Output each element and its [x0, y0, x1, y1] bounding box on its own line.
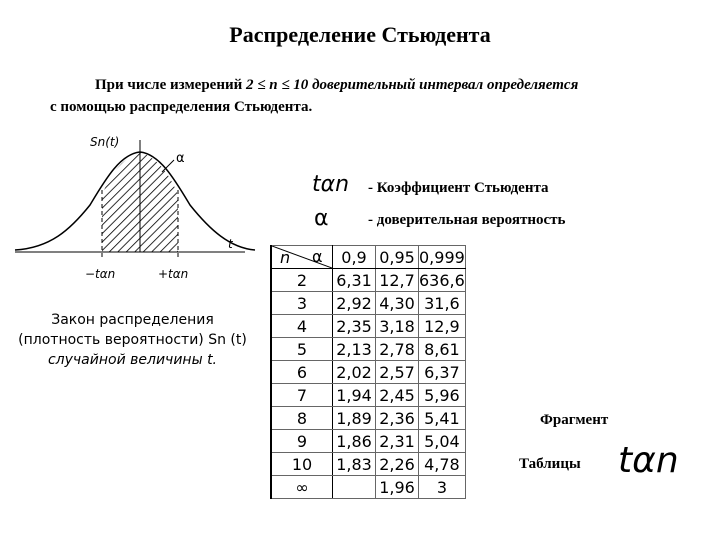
table-cell-value: 3,18	[376, 315, 419, 338]
table-cell-value: 4,78	[419, 453, 466, 476]
fragment-label: Фрагмент	[540, 412, 609, 428]
bottom-t-symbol: tαn	[618, 440, 679, 481]
table-cell-value: 31,6	[419, 292, 466, 315]
table-row	[271, 430, 465, 453]
table-cell-value: 2,26	[376, 453, 419, 476]
distribution-caption: Закон распределения (плотность вероятности) Sn (t) случайной величины t.	[18, 312, 247, 368]
table-row	[271, 269, 465, 292]
table-row	[271, 315, 465, 338]
table-cell-value: 12,7	[376, 269, 419, 292]
table-cell-n: 4	[271, 315, 333, 338]
table-cell-value: 5,41	[419, 407, 466, 430]
table-cell-value: 2,13	[333, 338, 376, 361]
right-tick-label: +tαn	[158, 267, 189, 281]
table-header-row	[271, 246, 465, 269]
header-col: 0,999	[419, 247, 465, 267]
n-range: 2 ≤ n ≤ 10	[246, 77, 309, 93]
table-row	[271, 338, 465, 361]
table-cell-value: 2,35	[333, 315, 376, 338]
y-axis-label: Sn(t)	[90, 135, 120, 149]
table-cell-n: 9	[271, 430, 333, 453]
t-alpha-n-symbol: tαn	[312, 172, 350, 197]
table-cell-value: 5,04	[419, 430, 466, 453]
alpha-symbol: α	[314, 206, 329, 231]
table-row	[271, 361, 465, 384]
table-cell-n: 5	[271, 338, 333, 361]
table-cell-value: 2,45	[376, 384, 419, 407]
table-cell-n: 7	[271, 384, 333, 407]
student-distribution-graph	[10, 130, 260, 290]
table-cell-n: ∞	[271, 476, 333, 499]
table-row	[271, 476, 465, 499]
table-cell-value: 2,36	[376, 407, 419, 430]
page-title: Распределение Стьюдента	[229, 22, 491, 47]
student-table	[270, 245, 466, 499]
table-row	[271, 453, 465, 476]
table-cell-value: 1,86	[333, 430, 376, 453]
table-cell-value: 5,96	[419, 384, 466, 407]
alpha-description: - доверительная вероятность	[368, 212, 566, 228]
t-description: - Коэффициент Стьюдента	[368, 180, 549, 196]
table-cell-value: 2,57	[376, 361, 419, 384]
table-cell-value: 2,92	[333, 292, 376, 315]
table-cell-value: 8,61	[419, 338, 466, 361]
table-cell-value: 1,96	[376, 476, 419, 499]
intro-text: При числе измерений 2 ≤ n ≤ 10 доверительный интервал определяется с помощью распределения Стьюдента.	[50, 77, 579, 115]
t-axis-label: t	[228, 237, 233, 251]
table-cell-value	[333, 476, 376, 499]
table-cell-value: 6,31	[333, 269, 376, 292]
table-cell-n: 10	[271, 453, 333, 476]
table-cell-value: 2,31	[376, 430, 419, 453]
header-col: 0,9	[333, 246, 376, 269]
table-row	[271, 384, 465, 407]
table-cell-value: 2,02	[333, 361, 376, 384]
table-cell-value: 6,37	[419, 361, 466, 384]
table-row	[271, 292, 465, 315]
table-cell-value: 636,6	[419, 270, 465, 290]
table-cell-n: 6	[271, 361, 333, 384]
table-cell-n: 3	[271, 292, 333, 315]
table-cell-value: 4,30	[376, 292, 419, 315]
table-cell-value: 3	[419, 476, 466, 499]
left-tick-label: −tαn	[85, 267, 116, 281]
header-col: 0,95	[376, 246, 419, 269]
table-cell-n: 8	[271, 407, 333, 430]
table-label: Таблицы	[519, 456, 581, 472]
alpha-label: α	[176, 151, 185, 166]
table-cell-value: 1,94	[333, 384, 376, 407]
table-row	[271, 407, 465, 430]
table-cell-value: 1,83	[333, 453, 376, 476]
table-cell-value: 2,78	[376, 338, 419, 361]
table-cell-value: 12,9	[419, 315, 466, 338]
table-cell-value: 1,89	[333, 407, 376, 430]
table-cell-n: 2	[271, 269, 333, 292]
header-n-alpha: n α	[271, 246, 333, 269]
